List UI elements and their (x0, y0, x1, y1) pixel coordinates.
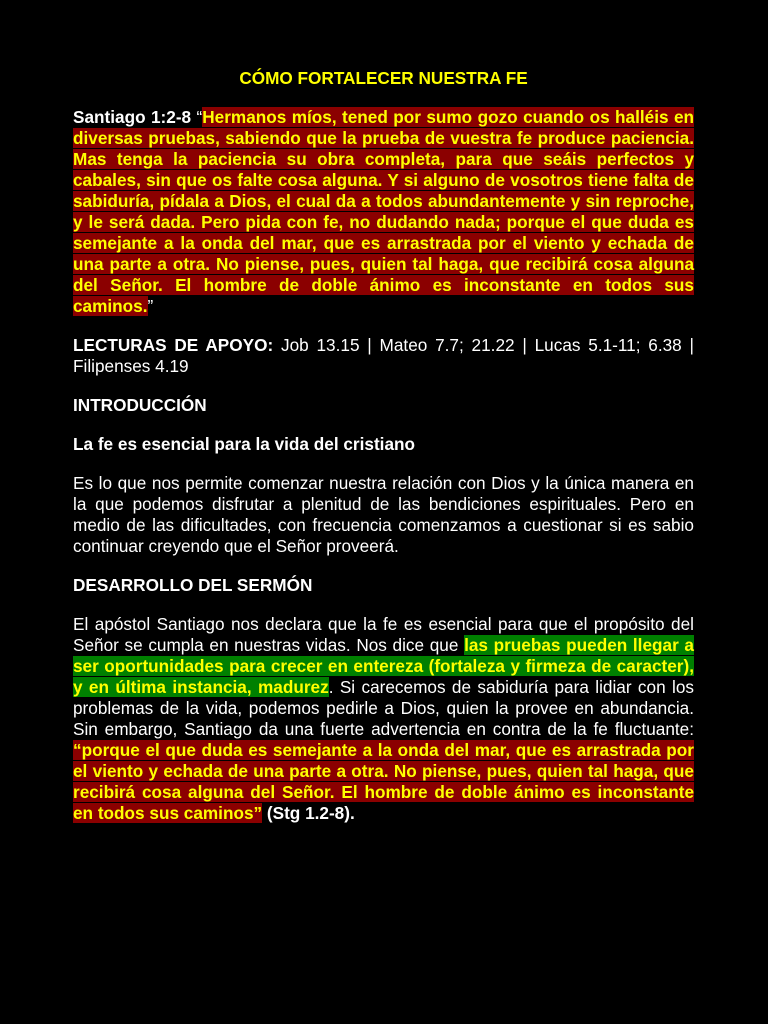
scripture-open-quote: “ (191, 107, 203, 127)
development-citation: (Stg 1.2-8). (262, 803, 355, 823)
readings-label: LECTURAS DE APOYO: (73, 335, 274, 355)
development-text-1: El apóstol Santiago nos declara que la fe es esencial para que el propósito del Señor se cumpla en nuestras vidas. Nos dice que (73, 614, 694, 655)
introduction-body: Es lo que nos permite comenzar nuestra relación con Dios y la única manera en la que podemos disfrutar a plenitud de las bendiciones espirituales. Pero en medio de las dificultades, con frecuencia comenzamos a cuestionar si es sabio continuar creyendo que el Señor proveerá. (73, 473, 694, 556)
introduction-subheading: La fe es esencial para la vida del cristiano (73, 434, 416, 454)
scripture-text: Hermanos míos, tened por sumo gozo cuando os halléis en diversas pruebas, sabiendo que la prueba de vuestra fe produce paciencia. Mas tenga la paciencia su obra completa, para que seáis perfectos y cabales, sin que os falte cosa alguna. Y si alguno de vosotros tiene falta de sabiduría, pídala a Dios, el cual da a todos abundantemente y sin reproche, y le será dada. Pero pida con fe, no dudando nada; porque el que duda es semejante a la onda del mar, que es arrastrada por el viento y echada de una parte a otra. No piense, pues, quien tal haga, que recibirá cosa alguna del Señor. El hombre de doble ánimo es inconstante en todos sus caminos. (73, 107, 695, 316)
scripture-reference: Santiago 1:2-8 (73, 107, 192, 127)
supporting-readings (73, 335, 694, 377)
scripture-close-quote: ” (147, 296, 154, 316)
readings-text: Job 13.15 | Mateo 7.7; 21.22 | Lucas 5.1-11; 6.38 | Filipenses 4.19 (73, 335, 694, 376)
page-title: CÓMO FORTALECER NUESTRA FE (239, 68, 528, 88)
scripture-paragraph (73, 107, 694, 317)
introduction-heading: INTRODUCCIÓN (73, 395, 207, 415)
development-quote: “porque el que duda es semejante a la onda del mar, que es arrastrada por el viento y echada de una parte a otra. No piense, pues, quien tal haga, que recibirá cosa alguna del Señor. El hombre de doble ánimo es inconstante en todos sus caminos” (73, 740, 694, 823)
development-body (73, 614, 694, 824)
development-highlight-green: las pruebas pueden llegar a ser oportunidades para crecer en entereza (fortaleza y firmeza de caracter) (73, 635, 694, 676)
development-text-2: . Si carecemos de sabiduría para lidiar con los problemas de la vida, podemos pedirle a Dios, quien la provee en abundancia. Sin embargo, Santiago da una fuerte advertencia en contra de la fe fluctuante: (73, 677, 694, 739)
development-highlight-green-2: , y en última instancia, madurez (73, 656, 694, 697)
development-heading: DESARROLLO DEL SERMÓN (73, 575, 313, 595)
